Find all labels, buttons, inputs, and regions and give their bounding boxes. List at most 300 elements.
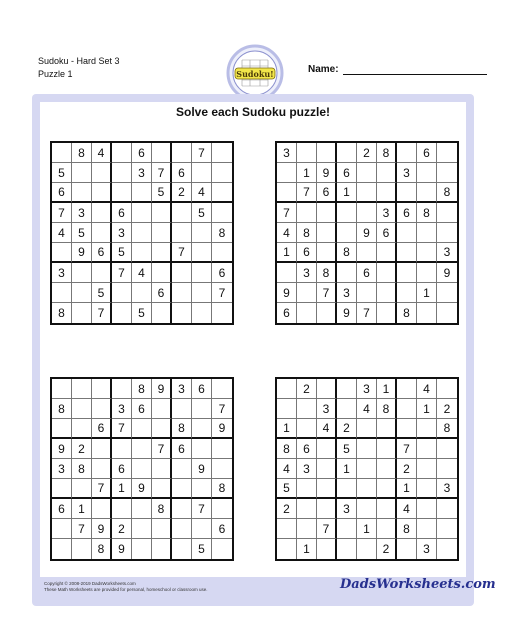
sudoku-cell: 3: [437, 243, 457, 263]
sudoku-cell: [437, 143, 457, 163]
sudoku-cell: 6: [52, 499, 72, 519]
sudoku-cell: [72, 379, 92, 399]
sudoku-cell: [172, 223, 192, 243]
sudoku-cell: [152, 143, 172, 163]
sudoku-cell: [152, 223, 172, 243]
sudoku-cell: 2: [437, 399, 457, 419]
sudoku-cell: [377, 283, 397, 303]
sudoku-cell: 6: [52, 183, 72, 203]
sudoku-cell: [92, 263, 112, 283]
sudoku-cell: [92, 163, 112, 183]
sudoku-cell: [357, 539, 377, 559]
sudoku-cell: 8: [397, 303, 417, 323]
name-line: [343, 64, 487, 75]
sudoku-cell: [297, 283, 317, 303]
sudoku-cell: [417, 263, 437, 283]
sudoku-cell: [397, 379, 417, 399]
puzzle-label: Puzzle 1: [38, 69, 73, 79]
sudoku-cell: [192, 399, 212, 419]
sudoku-cell: [72, 163, 92, 183]
sudoku-cell: [357, 203, 377, 223]
sudoku-cell: 1: [417, 283, 437, 303]
sudoku-cell: [397, 399, 417, 419]
sudoku-cell: [357, 439, 377, 459]
sudoku-cell: 7: [297, 183, 317, 203]
name-field: [308, 64, 487, 75]
sudoku-cell: [212, 163, 232, 183]
sudoku-cell: 6: [152, 283, 172, 303]
sudoku-cell: 6: [112, 459, 132, 479]
sudoku-cell: 8: [437, 183, 457, 203]
sudoku-cell: [212, 243, 232, 263]
sudoku-cell: [377, 479, 397, 499]
sudoku-cell: [172, 283, 192, 303]
sudoku-cell: 3: [132, 163, 152, 183]
sudoku-cell: 7: [92, 479, 112, 499]
sudoku-cell: [377, 243, 397, 263]
sudoku-cell: [112, 303, 132, 323]
sudoku-cell: 6: [297, 243, 317, 263]
sudoku-cell: [52, 243, 72, 263]
sudoku-cell: [357, 283, 377, 303]
sudoku-cell: 7: [92, 303, 112, 323]
sudoku-cell: [377, 183, 397, 203]
sudoku-cell: 8: [172, 419, 192, 439]
sudoku-cell: 7: [317, 283, 337, 303]
sudoku-cell: 9: [212, 419, 232, 439]
sudoku-cell: [152, 479, 172, 499]
sudoku-cell: [417, 459, 437, 479]
sudoku-cell: [52, 379, 72, 399]
sudoku-cell: [337, 143, 357, 163]
sudoku-cell: [72, 303, 92, 323]
sudoku-cell: [212, 459, 232, 479]
sudoku-cell: [132, 283, 152, 303]
sudoku-cell: 7: [277, 203, 297, 223]
sudoku-cell: 9: [132, 479, 152, 499]
sudoku-cell: 9: [357, 223, 377, 243]
sudoku-cell: [297, 399, 317, 419]
sudoku-cell: [172, 539, 192, 559]
sudoku-cell: 7: [52, 203, 72, 223]
sudoku-cell: [152, 303, 172, 323]
sudoku-cell: 9: [72, 243, 92, 263]
sudoku-cell: 4: [357, 399, 377, 419]
sudoku-grid-1: [50, 141, 234, 325]
sudoku-cell: [377, 303, 397, 323]
sudoku-cell: 2: [397, 459, 417, 479]
sudoku-cell: 6: [172, 163, 192, 183]
sudoku-cell: [152, 263, 172, 283]
sudoku-cell: 4: [417, 379, 437, 399]
sudoku-cell: 6: [192, 379, 212, 399]
sudoku-cell: [192, 263, 212, 283]
sudoku-cell: 8: [92, 539, 112, 559]
sudoku-cell: [212, 183, 232, 203]
sudoku-cell: [212, 203, 232, 223]
sudoku-cell: [132, 459, 152, 479]
sudoku-cell: 4: [192, 183, 212, 203]
sudoku-cell: [317, 479, 337, 499]
sudoku-cell: 7: [212, 399, 232, 419]
sudoku-cell: 4: [317, 419, 337, 439]
sudoku-cell: 8: [212, 479, 232, 499]
sudoku-cell: [337, 479, 357, 499]
sudoku-cell: [297, 143, 317, 163]
name-label: Name:: [308, 64, 339, 75]
sudoku-grid-2: [275, 141, 459, 325]
sudoku-cell: [212, 143, 232, 163]
sudoku-cell: [52, 519, 72, 539]
sudoku-cell: [192, 223, 212, 243]
sudoku-cell: [112, 283, 132, 303]
sudoku-cell: 3: [337, 283, 357, 303]
sudoku-cell: 5: [277, 479, 297, 499]
sudoku-cell: [72, 419, 92, 439]
sudoku-cell: [132, 183, 152, 203]
sudoku-cell: [172, 479, 192, 499]
sudoku-cell: 9: [337, 303, 357, 323]
sudoku-cell: 3: [357, 379, 377, 399]
sudoku-cell: [92, 399, 112, 419]
sudoku-cell: 8: [377, 143, 397, 163]
sudoku-cell: 7: [397, 439, 417, 459]
sudoku-cell: [277, 263, 297, 283]
sudoku-cell: [417, 163, 437, 183]
sudoku-cell: 6: [337, 163, 357, 183]
sudoku-cell: [152, 399, 172, 419]
sudoku-cell: 7: [357, 303, 377, 323]
sudoku-cell: 3: [72, 203, 92, 223]
sudoku-cell: [192, 519, 212, 539]
sudoku-cell: [52, 143, 72, 163]
sudoku-cell: [357, 183, 377, 203]
sudoku-cell: 8: [297, 223, 317, 243]
sudoku-cell: 2: [72, 439, 92, 459]
sudoku-cell: 8: [72, 143, 92, 163]
sudoku-cell: [357, 419, 377, 439]
sudoku-cell: 9: [112, 539, 132, 559]
sudoku-cell: 1: [112, 479, 132, 499]
sudoku-cell: [397, 283, 417, 303]
sudoku-cell: [417, 303, 437, 323]
sudoku-cell: [52, 539, 72, 559]
sudoku-cell: [92, 203, 112, 223]
sudoku-cell: 8: [397, 519, 417, 539]
sudoku-cell: 8: [317, 263, 337, 283]
sudoku-cell: 6: [212, 263, 232, 283]
sudoku-cell: [337, 539, 357, 559]
sudoku-cell: [152, 419, 172, 439]
sudoku-cell: [72, 263, 92, 283]
sudoku-cell: [437, 519, 457, 539]
sudoku-cell: 6: [277, 303, 297, 323]
sudoku-cell: [172, 263, 192, 283]
sudoku-cell: [357, 163, 377, 183]
sudoku-cell: 6: [212, 519, 232, 539]
sudoku-cell: [297, 479, 317, 499]
sudoku-cell: [377, 263, 397, 283]
sudoku-cell: [437, 303, 457, 323]
sudoku-cell: 8: [212, 223, 232, 243]
sudoku-cell: [212, 303, 232, 323]
sudoku-cell: 3: [52, 459, 72, 479]
sudoku-cell: [212, 439, 232, 459]
sudoku-cell: [437, 499, 457, 519]
sudoku-cell: 6: [132, 143, 152, 163]
sudoku-cell: [52, 283, 72, 303]
sudoku-cell: [357, 459, 377, 479]
sudoku-cell: [317, 143, 337, 163]
sudoku-cell: [92, 183, 112, 203]
sudoku-cell: [417, 223, 437, 243]
sudoku-cell: [357, 243, 377, 263]
sudoku-cell: 3: [172, 379, 192, 399]
sudoku-cell: [212, 539, 232, 559]
sudoku-cell: [152, 459, 172, 479]
sudoku-cell: [92, 223, 112, 243]
sudoku-cell: [192, 283, 212, 303]
sudoku-cell: [417, 183, 437, 203]
sudoku-cell: 6: [297, 439, 317, 459]
sudoku-cell: [417, 479, 437, 499]
sudoku-cell: [317, 303, 337, 323]
sudoku-cell: [377, 499, 397, 519]
sudoku-cell: [337, 223, 357, 243]
sudoku-cell: 5: [192, 203, 212, 223]
sudoku-cell: [277, 379, 297, 399]
sudoku-cell: [132, 223, 152, 243]
sudoku-cell: 8: [337, 243, 357, 263]
sudoku-cell: 1: [72, 499, 92, 519]
logo-text: Sudoku!: [236, 69, 274, 79]
sudoku-cell: [377, 439, 397, 459]
sudoku-cell: [297, 303, 317, 323]
sudoku-cell: [357, 499, 377, 519]
sudoku-cell: [397, 243, 417, 263]
sudoku-cell: [112, 499, 132, 519]
sudoku-cell: 7: [72, 519, 92, 539]
sudoku-cell: 5: [92, 283, 112, 303]
sudoku-cell: [437, 439, 457, 459]
brand-logo: DadsWorksheets.com: [340, 577, 496, 592]
sudoku-cell: [417, 519, 437, 539]
sudoku-cell: 9: [277, 283, 297, 303]
sudoku-cell: 6: [172, 439, 192, 459]
sudoku-cell: 7: [152, 163, 172, 183]
sudoku-cell: [172, 143, 192, 163]
sudoku-cell: [172, 519, 192, 539]
sudoku-cell: [132, 439, 152, 459]
sudoku-cell: 5: [152, 183, 172, 203]
sudoku-cell: [437, 459, 457, 479]
sudoku-cell: 9: [52, 439, 72, 459]
sudoku-cell: [397, 419, 417, 439]
sudoku-cell: 3: [317, 399, 337, 419]
sudoku-cell: 5: [52, 163, 72, 183]
sudoku-cell: [192, 163, 212, 183]
sudoku-cell: [172, 399, 192, 419]
sudoku-cell: [212, 379, 232, 399]
sudoku-cell: 9: [152, 379, 172, 399]
sudoku-cell: 1: [377, 379, 397, 399]
sudoku-cell: [337, 399, 357, 419]
sudoku-cell: [112, 143, 132, 163]
sudoku-cell: 1: [337, 459, 357, 479]
sudoku-cell: 9: [92, 519, 112, 539]
sudoku-cell: 5: [192, 539, 212, 559]
sudoku-cell: [132, 519, 152, 539]
sudoku-cell: [317, 459, 337, 479]
sudoku-cell: [437, 379, 457, 399]
sudoku-cell: 3: [52, 263, 72, 283]
sudoku-cell: [277, 399, 297, 419]
sudoku-cell: [152, 539, 172, 559]
sudoku-cell: 2: [377, 539, 397, 559]
sudoku-cell: [357, 479, 377, 499]
sudoku-cell: 3: [297, 459, 317, 479]
sudoku-cell: [317, 539, 337, 559]
sudoku-cell: [397, 183, 417, 203]
sudoku-cell: [437, 539, 457, 559]
sudoku-grid-4: [275, 377, 459, 561]
sudoku-cell: 6: [377, 223, 397, 243]
sudoku-cell: 3: [337, 499, 357, 519]
sudoku-cell: [437, 283, 457, 303]
sudoku-cell: 4: [132, 263, 152, 283]
sudoku-cell: 9: [437, 263, 457, 283]
sudoku-cell: 1: [297, 163, 317, 183]
sudoku-cell: 3: [277, 143, 297, 163]
sudoku-cell: [72, 283, 92, 303]
sudoku-cell: 6: [132, 399, 152, 419]
sudoku-cell: 4: [277, 459, 297, 479]
sudoku-cell: [297, 499, 317, 519]
sudoku-cell: [397, 263, 417, 283]
sudoku-cell: [192, 243, 212, 263]
sudoku-cell: [132, 539, 152, 559]
sudoku-cell: [192, 439, 212, 459]
sudoku-cell: 8: [437, 419, 457, 439]
sudoku-cell: [112, 163, 132, 183]
sudoku-cell: 4: [397, 499, 417, 519]
sudoku-cell: 8: [52, 399, 72, 419]
sudoku-cell: 8: [52, 303, 72, 323]
sudoku-cell: [397, 143, 417, 163]
sudoku-cell: [112, 379, 132, 399]
sudoku-cell: [152, 243, 172, 263]
sudoku-cell: 1: [277, 243, 297, 263]
sudoku-cell: [337, 203, 357, 223]
sudoku-cell: 3: [437, 479, 457, 499]
sudoku-cell: [112, 183, 132, 203]
copyright-text: Copyright © 2008-2019 DadsWorksheets.com: [44, 581, 136, 586]
sudoku-cell: [277, 163, 297, 183]
sudoku-cell: 6: [112, 203, 132, 223]
sudoku-cell: [72, 183, 92, 203]
sudoku-cell: 1: [417, 399, 437, 419]
sudoku-cell: 6: [92, 419, 112, 439]
sudoku-cell: 2: [297, 379, 317, 399]
sudoku-cell: 6: [397, 203, 417, 223]
sudoku-cell: [297, 419, 317, 439]
instructions: Solve each Sudoku puzzle!: [175, 105, 331, 119]
set-title: Sudoku - Hard Set 3: [38, 56, 120, 66]
sudoku-cell: [152, 519, 172, 539]
sudoku-cell: [172, 459, 192, 479]
sudoku-cell: 6: [317, 183, 337, 203]
sudoku-cell: [317, 203, 337, 223]
sudoku-cell: [317, 223, 337, 243]
sudoku-cell: [317, 379, 337, 399]
sudoku-cell: [72, 539, 92, 559]
sudoku-cell: 5: [112, 243, 132, 263]
sudoku-cell: [132, 419, 152, 439]
sudoku-cell: [172, 303, 192, 323]
sudoku-cell: 2: [337, 419, 357, 439]
sudoku-cell: [337, 379, 357, 399]
sudoku-cell: [437, 203, 457, 223]
sudoku-cell: [92, 459, 112, 479]
usage-notice: These Math Worksheets are provided for personal, homeschool or classroom use.: [44, 587, 208, 592]
sudoku-cell: 3: [417, 539, 437, 559]
sudoku-cell: 1: [277, 419, 297, 439]
sudoku-cell: 7: [112, 419, 132, 439]
sudoku-cell: 3: [112, 223, 132, 243]
sudoku-cell: [377, 519, 397, 539]
sudoku-cell: [377, 419, 397, 439]
sudoku-cell: 6: [357, 263, 377, 283]
sudoku-cell: [437, 163, 457, 183]
sudoku-cell: [132, 499, 152, 519]
sudoku-cell: [397, 539, 417, 559]
sudoku-cell: [52, 419, 72, 439]
sudoku-cell: 2: [277, 499, 297, 519]
sudoku-cell: 6: [417, 143, 437, 163]
sudoku-cell: 9: [317, 163, 337, 183]
sudoku-cell: 8: [417, 203, 437, 223]
sudoku-cell: 7: [112, 263, 132, 283]
sudoku-cell: [417, 499, 437, 519]
sudoku-grid-3: [50, 377, 234, 561]
sudoku-cell: 2: [172, 183, 192, 203]
sudoku-cell: [417, 419, 437, 439]
sudoku-cell: 4: [92, 143, 112, 163]
sudoku-cell: 1: [297, 539, 317, 559]
sudoku-cell: [112, 439, 132, 459]
sudoku-cell: 1: [397, 479, 417, 499]
sudoku-cell: 3: [112, 399, 132, 419]
sudoku-cell: 8: [277, 439, 297, 459]
sudoku-cell: [277, 539, 297, 559]
sudoku-cell: [317, 499, 337, 519]
sudoku-cell: [417, 243, 437, 263]
sudoku-cell: [417, 439, 437, 459]
sudoku-cell: [72, 399, 92, 419]
sudoku-cell: 5: [132, 303, 152, 323]
sudoku-cell: [72, 479, 92, 499]
sudoku-cell: 1: [337, 183, 357, 203]
sudoku-cell: [172, 203, 192, 223]
sudoku-cell: 5: [72, 223, 92, 243]
sudoku-cell: [192, 303, 212, 323]
sudoku-cell: [52, 479, 72, 499]
sudoku-cell: [152, 203, 172, 223]
sudoku-cell: [192, 419, 212, 439]
footer-copyright: [44, 581, 208, 593]
sudoku-cell: [317, 243, 337, 263]
sudoku-cell: [172, 499, 192, 519]
